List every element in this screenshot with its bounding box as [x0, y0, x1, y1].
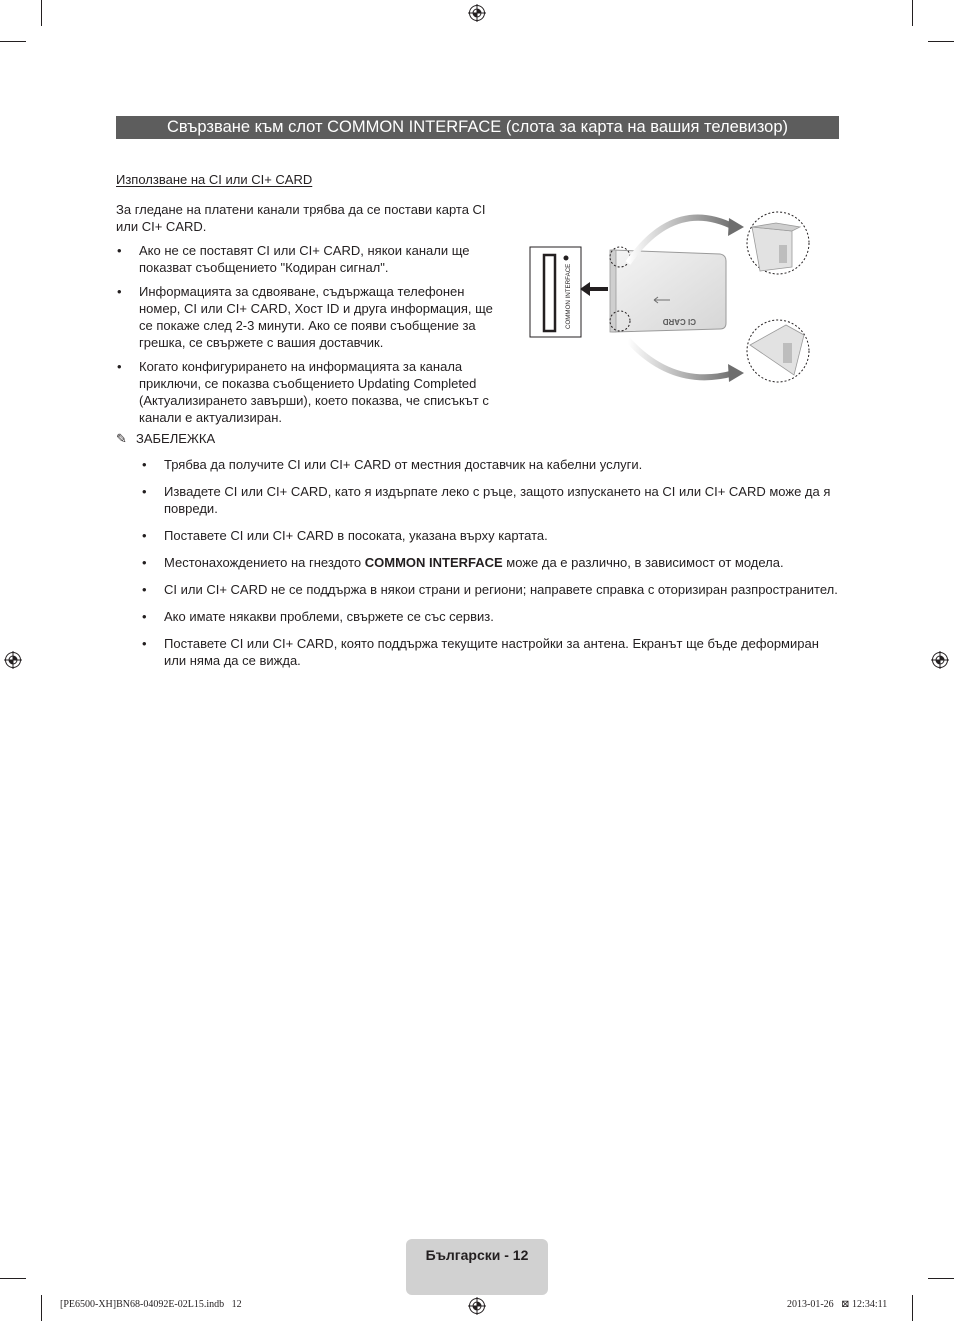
main-bullet-list	[139, 242, 509, 433]
registration-mark-icon	[4, 651, 22, 669]
crop-mark	[912, 1295, 913, 1321]
subheading: Използване на CI или CI+ CARD	[116, 172, 313, 187]
zoom-arrow-bottom-icon	[628, 340, 734, 377]
list-item: • Когато конфигурирането на информацията за канала приключи, се показва съобщението Updating Completed (Актуализирането завърши), което показва, че списъкът с канали е актуализиран.	[139, 358, 509, 426]
crop-mark	[912, 0, 913, 26]
list-item: • Информацията за сдвояване, съдържаща телефонен номер, CI или CI+ CARD, Хост ID и друга информация, ще се покаже след 2-3 минути. Ако се появи съобщение за грешка, се свържете с вашия доставчик.	[139, 283, 509, 351]
list-item: • CI или CI+ CARD не се поддържа в някои страни и региони; направете справка с оторизиран разпространител.	[164, 581, 844, 598]
list-item: • Поставете CI или CI+ CARD в посоката, указана върху картата.	[164, 527, 844, 544]
list-item: • Местонахождението на гнездото COMMON INTERFACE може да е различно, в зависимост от модела.	[164, 554, 844, 571]
card-label: CI CARD	[662, 317, 696, 326]
list-item: • Ако имате някакви проблеми, свържете се със сервиз.	[164, 608, 844, 625]
note-label: ЗАБЕЛЕЖКА	[136, 431, 216, 446]
print-date: 2013-01-26 ⊠ 12:34:11	[787, 1299, 888, 1310]
registration-mark-icon	[931, 651, 949, 669]
arrow-head	[728, 218, 744, 236]
intro-paragraph: За гледане на платени канали трябва да се постави карта CI или CI+ CARD.	[116, 202, 486, 234]
list-item: • Поставете CI или CI+ CARD, която поддържа текущите настройки за антена. Екранът ще бъде деформиран или няма да се вижда.	[164, 635, 844, 669]
list-item: • Ако не се поставят CI или CI+ CARD, някои канали ще показват съобщението "Кодиран сигнал".	[139, 242, 509, 276]
crop-mark	[41, 1295, 42, 1321]
slot-label: COMMON INTERFACE	[565, 263, 572, 329]
insert-arrow-icon	[580, 282, 608, 296]
arrow-head	[728, 364, 744, 382]
list-item: • Извадете CI или CI+ CARD, като я издърпате леко с ръце, защото изпускането на CI или CI+ CARD може да я повреди.	[164, 483, 844, 517]
registration-mark-icon	[468, 4, 486, 22]
slot-marker-icon	[564, 256, 569, 261]
file-info: [PE6500-XH]BN68-04092E-02L15.indb 12	[60, 1299, 242, 1310]
pencil-icon: ✎	[116, 431, 127, 446]
crop-mark	[928, 41, 954, 42]
crop-mark	[928, 1278, 954, 1279]
crop-mark	[41, 0, 42, 26]
list-item: • Трябва да получите CI или CI+ CARD от местния доставчик на кабелни услуги.	[164, 456, 844, 473]
registration-mark-icon	[468, 1297, 486, 1315]
crop-mark	[0, 1278, 26, 1279]
page-number-label: Български - 12	[425, 1247, 529, 1263]
section-title: Свързване към слот COMMON INTERFACE (слота за карта на вашия телевизор)	[116, 116, 839, 139]
note-heading	[116, 430, 215, 447]
ci-card-insertion-illustration	[524, 205, 814, 385]
note-bullet-list	[164, 456, 844, 679]
crop-mark	[0, 41, 26, 42]
